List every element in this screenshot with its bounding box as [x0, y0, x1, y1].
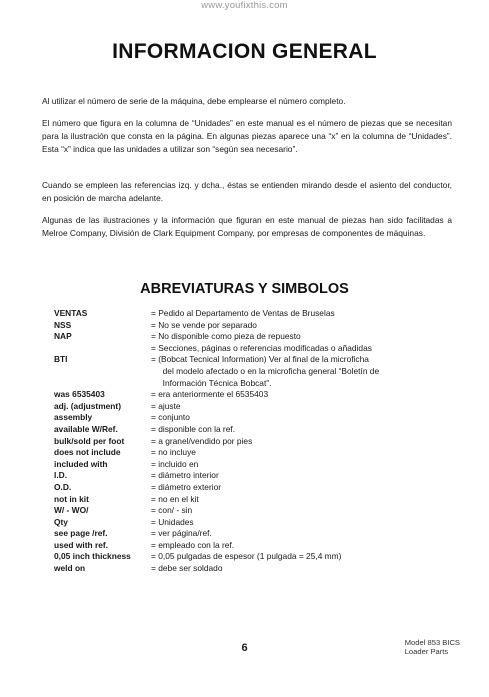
abbreviation-row: [54, 551, 454, 563]
abbreviation-term: not in kit: [54, 493, 89, 504]
abbreviation-term: VENTAS: [54, 308, 88, 318]
abbreviations-list: [54, 308, 454, 575]
abbreviation-definition: = no en el kit: [151, 493, 199, 504]
abbreviation-definition: = 0,05 pulgadas de espesor (1 pulgada = 25,4 mm): [151, 551, 342, 562]
abbreviation-row: [54, 354, 454, 366]
abbreviation-row: [54, 528, 454, 540]
abbreviation-term: included with: [54, 458, 108, 469]
abbreviation-definition: = a granel/vendido por pies: [151, 435, 253, 446]
abbreviation-definition: = con/ - sin: [151, 505, 193, 516]
paragraph-illustrations-source: Algunas de las ilustraciones y la información que figuran en este manual de piezas han sido facilitadas a Melroe Company, División de Clark Equipment Company, por empresas de componentes de máquinas.: [42, 215, 452, 238]
abbreviation-term: adj. (adjustment): [54, 400, 122, 411]
abbreviation-term: Qty: [54, 516, 68, 527]
abbreviation-definition: = Secciones, páginas o referencias modificadas o añadidas: [151, 342, 372, 353]
abbreviation-definition: = empleado con la ref.: [151, 539, 235, 550]
abbreviation-term: W/ - WO/: [54, 505, 89, 516]
abbreviation-row: [54, 389, 454, 401]
abbreviation-definition: Información Técnica Bobcat”.: [151, 377, 272, 388]
abbreviation-term: was 6535403: [54, 389, 105, 400]
paragraph-left-right: Cuando se empleen las referencias izq. y dcha., éstas se entienden mirando desde el asiento del conductor, en posición de marcha adelante.: [42, 180, 452, 203]
abbreviation-term: bulk/sold per foot: [54, 435, 125, 446]
abbreviation-term: [54, 378, 151, 390]
abbreviation-definition: = era anteriormente el 6535403: [151, 389, 269, 400]
abbreviation-row: [54, 366, 454, 378]
model-label: [405, 638, 460, 656]
paragraph-serial-number: Al utilizar el número de serie de la máquina, debe emplearse el número completo.: [42, 96, 346, 106]
abbreviation-row: [54, 505, 454, 517]
abbreviation-row: [54, 459, 454, 471]
abbreviation-definition: del modelo afectado o en la microficha general “Boletín de: [151, 365, 380, 376]
watermark-url: www.youfixthis.com: [201, 0, 288, 11]
abbreviation-row: [54, 378, 454, 390]
abbreviation-row: [54, 343, 454, 355]
abbreviation-term: [54, 366, 151, 378]
abbreviation-row: [54, 424, 454, 436]
abbreviation-row: [54, 517, 454, 529]
abbreviation-row: [54, 482, 454, 494]
abbreviation-term: BTI: [54, 354, 68, 365]
abbreviation-term: assembly: [54, 412, 93, 423]
model-label-line1: Model 853 BICS: [404, 638, 460, 647]
abbreviation-definition: = incluido en: [151, 458, 199, 469]
abbreviation-row: [54, 308, 454, 320]
abbreviation-term: O.D.: [54, 481, 72, 492]
abbreviation-row: [54, 320, 454, 332]
abbreviation-row: [54, 494, 454, 506]
abbreviation-definition: = ajuste: [151, 400, 181, 411]
abbreviation-term: NAP: [54, 331, 72, 342]
abbreviation-term: weld on: [54, 563, 86, 574]
abbreviation-definition: = No disponible como pieza de repuesto: [151, 331, 301, 342]
abbreviation-definition: = ver página/ref.: [151, 528, 212, 539]
abbreviation-term: available W/Ref.: [54, 423, 118, 434]
abbreviation-definition: = no incluye: [151, 447, 196, 458]
abbreviation-row: [54, 412, 454, 424]
abbreviation-row: [54, 470, 454, 482]
abbreviation-definition: = Pedido al Departamento de Ventas de Bruselas: [151, 308, 335, 318]
page-title: INFORMACION GENERAL: [112, 40, 377, 63]
abbreviation-term: NSS: [54, 319, 72, 330]
section-title-abbreviations: ABREVIATURAS Y SIMBOLOS: [140, 281, 349, 297]
abbreviation-row: [54, 447, 454, 459]
abbreviation-definition: = debe ser soldado: [151, 563, 223, 574]
abbreviation-row: [54, 331, 454, 343]
abbreviation-row: [54, 401, 454, 413]
abbreviation-term: used with ref.: [54, 539, 108, 550]
abbreviation-definition: = diámetro exterior: [151, 481, 222, 492]
abbreviation-definition: = (Bobcat Tecnical Information) Ver al final de la microficha: [151, 354, 369, 365]
abbreviation-row: [54, 540, 454, 552]
abbreviation-term: 0,05 inch thickness: [54, 551, 131, 562]
abbreviation-term: [54, 343, 151, 355]
abbreviation-definition: = Unidades: [151, 516, 194, 527]
abbreviation-definition: = No se vende por separado: [151, 319, 257, 330]
abbreviation-term: I.D.: [54, 470, 68, 481]
abbreviation-term: does not include: [54, 447, 121, 458]
abbreviation-definition: = conjunto: [151, 412, 190, 423]
page-number: 6: [241, 642, 248, 654]
abbreviation-row: [54, 563, 454, 575]
paragraph-units-column: El número que figura en la columna de “Unidades” en este manual es el número de piezas que se necesitan para la ilustración que consta en la página. En algunas piezas aparece una “x” en la columna de “Unidades”. Esta “x” indica que las unidades a utilizar son “según sea necesario”.: [42, 118, 452, 154]
model-label-line2: Loader Parts: [404, 647, 449, 656]
abbreviation-term: see page /ref.: [54, 528, 108, 539]
abbreviation-definition: = disponible con la ref.: [151, 423, 236, 434]
abbreviation-row: [54, 436, 454, 448]
abbreviation-definition: = diámetro interior: [151, 470, 219, 481]
